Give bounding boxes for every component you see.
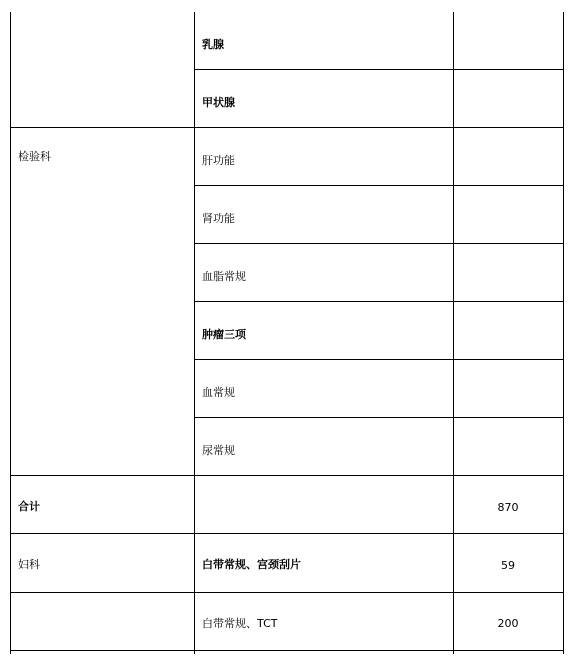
table-border-left xyxy=(10,12,11,654)
row-divider xyxy=(10,127,564,128)
column-divider-1 xyxy=(194,12,195,654)
table-border-right xyxy=(563,12,564,654)
row-divider xyxy=(194,301,564,302)
exam-item-cell: 肾功能 xyxy=(202,212,235,225)
row-divider xyxy=(194,359,564,360)
department-cell: 检验科 xyxy=(18,150,51,163)
column-divider-2 xyxy=(453,12,454,654)
exam-item-cell: 白带常规、宫颈刮片 xyxy=(202,558,301,571)
exam-item-cell: 尿常规 xyxy=(202,444,235,457)
row-divider xyxy=(10,475,564,476)
row-divider xyxy=(10,533,564,534)
department-cell: 妇科 xyxy=(18,558,40,571)
exam-item-cell: 乳腺 xyxy=(202,38,224,51)
amount-cell: 870 xyxy=(497,501,519,514)
row-divider xyxy=(194,417,564,418)
exam-item-cell: 肿瘤三项 xyxy=(202,328,246,341)
row-divider xyxy=(194,69,564,70)
exam-fee-table xyxy=(10,12,565,662)
exam-item-cell: 血脂常规 xyxy=(202,270,246,283)
row-divider xyxy=(10,650,564,651)
exam-item-cell: 白带常规、TCT xyxy=(202,617,278,630)
exam-item-cell: 甲状腺 xyxy=(202,96,235,109)
row-divider xyxy=(10,592,564,593)
total-label: 合计 xyxy=(18,500,40,513)
row-divider xyxy=(194,185,564,186)
amount-cell: 200 xyxy=(497,617,519,630)
exam-item-cell: 肝功能 xyxy=(202,154,235,167)
amount-cell: 59 xyxy=(501,559,515,572)
row-divider xyxy=(194,243,564,244)
exam-item-cell: 血常规 xyxy=(202,386,235,399)
